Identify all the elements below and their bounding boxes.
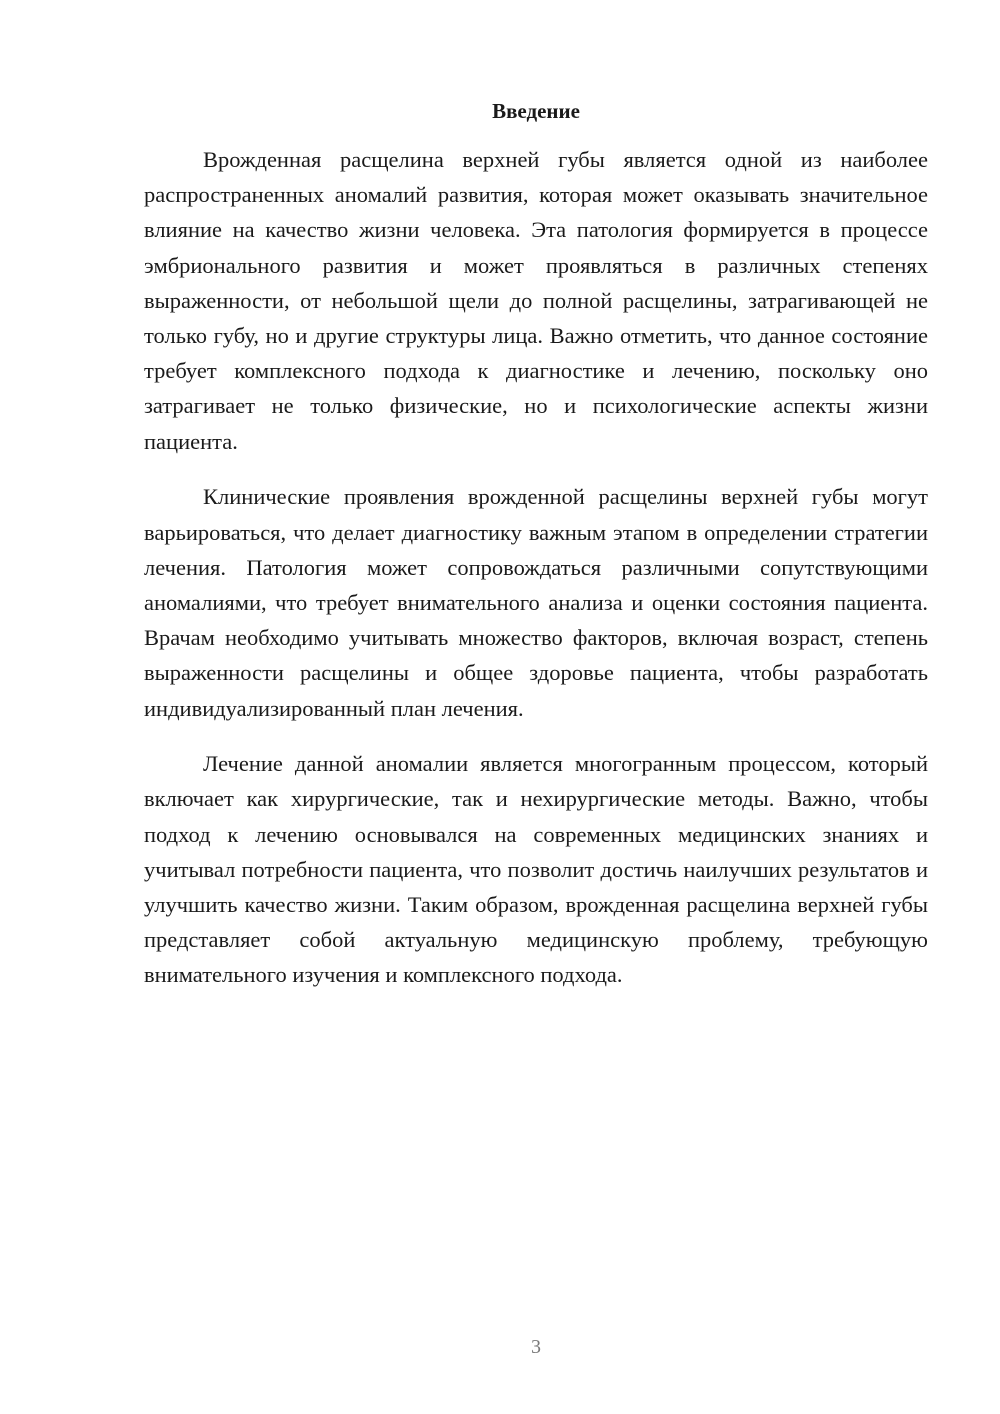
- page-number: 3: [531, 1336, 541, 1358]
- section-heading: Введение: [492, 99, 580, 123]
- paragraph-1: Врожденная расщелина верхней губы является одной из наиболее распространенных аномалий развития, которая может оказывать значительное влияние на качество жизни человека. Эта патология формируется в процессе эмбрионального развития и может проявляться в различных степенях выраженности, от небольшой щели до полной расщелины, затрагивающей не только губу, но и другие структуры лица. Важно отметить, что данное состояние требует комплексного подхода к диагностике и лечению, поскольку оно затрагивает не только физические, но и психологические аспекты жизни пациента.: [144, 147, 928, 454]
- body-text: [144, 142, 928, 993]
- paragraph-3: Лечение данной аномалии является многогранным процессом, который включает как хирургические, так и нехирургические методы. Важно, чтобы подход к лечению основывался на современных медицинских знаниях и учитывал потребности пациента, что позволит достичь наилучших результатов и улучшить качество жизни. Таким образом, врожденная расщелина верхней губы представляет собой актуальную медицинскую проблему, требующую внимательного изучения и комплексного подхода.: [144, 751, 928, 988]
- paragraph-2: Клинические проявления врожденной расщелины верхней губы могут варьироваться, что делает диагностику важным этапом в определении стратегии лечения. Патология может сопровождаться различными сопутствующими аномалиями, что требует внимательного анализа и оценки состояния пациента. Врачам необходимо учитывать множество факторов, включая возраст, степень выраженности расщелины и общее здоровье пациента, чтобы разработать индивидуализированный план лечения.: [144, 484, 928, 721]
